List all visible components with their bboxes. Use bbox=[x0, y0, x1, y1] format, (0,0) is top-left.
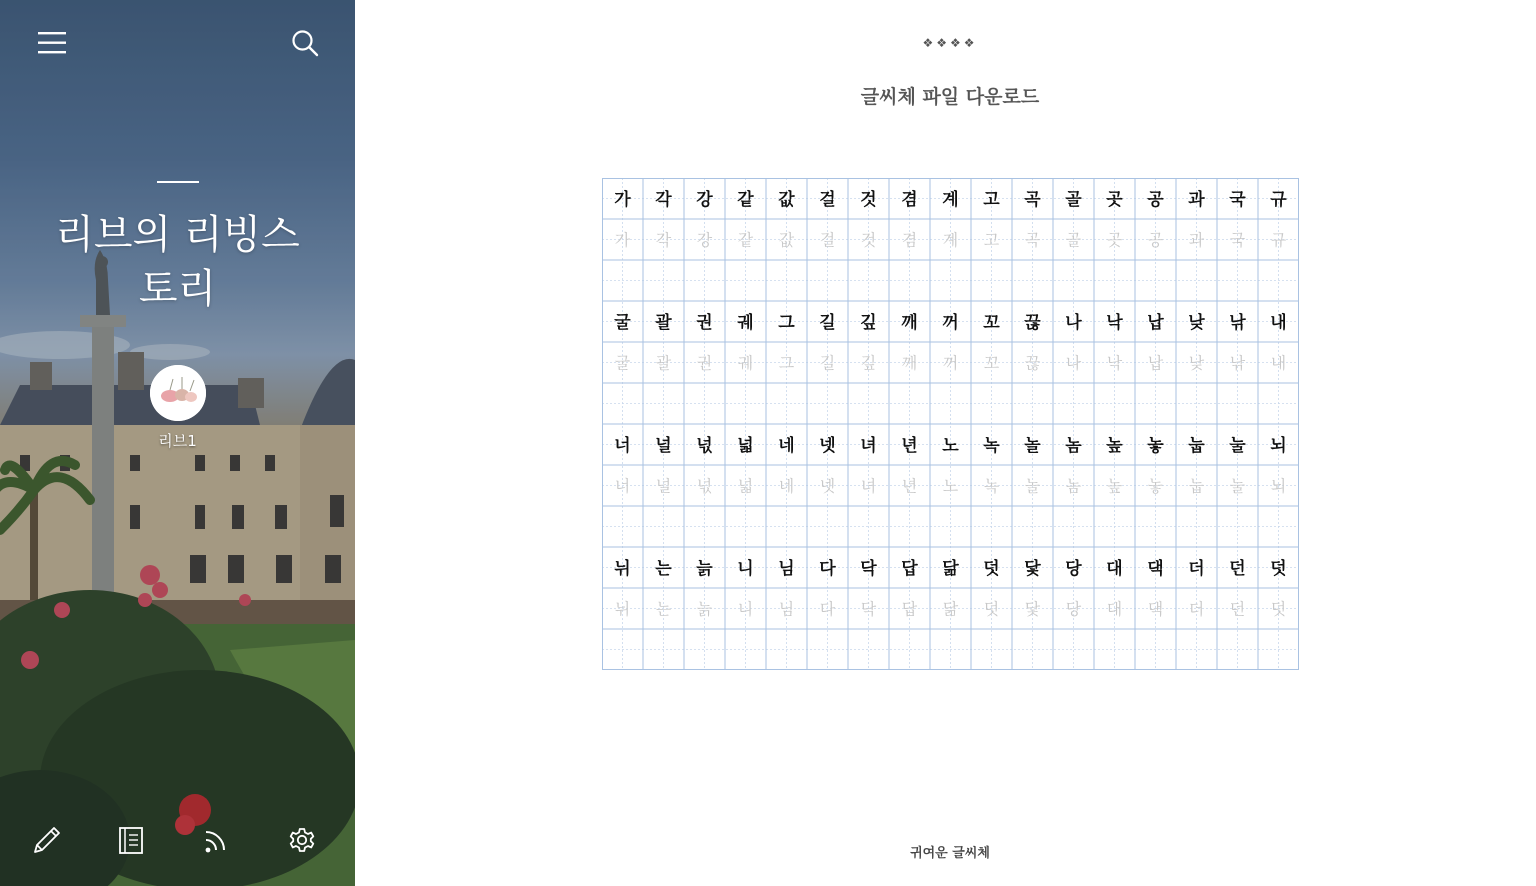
sample-glyph: 닮 bbox=[942, 559, 959, 579]
search-button[interactable] bbox=[290, 28, 320, 58]
tracing-glyph: 꼬 bbox=[983, 353, 1000, 373]
sample-glyph: 네 bbox=[778, 436, 795, 456]
tracing-glyph: 닮 bbox=[942, 599, 959, 619]
sample-glyph: 국 bbox=[1229, 190, 1246, 210]
tracing-glyph: 강 bbox=[696, 230, 713, 250]
tracing-glyph: 네 bbox=[778, 476, 795, 496]
tracing-glyph: 높 bbox=[1106, 476, 1123, 496]
sample-glyph: 고 bbox=[983, 190, 1000, 210]
sample-glyph: 나 bbox=[1065, 313, 1082, 333]
sample-glyph: 닻 bbox=[1024, 559, 1041, 579]
tracing-glyph: 넋 bbox=[696, 476, 713, 496]
sample-glyph: 넷 bbox=[819, 436, 836, 456]
sample-glyph: 끊 bbox=[1024, 313, 1041, 333]
sample-glyph: 눌 bbox=[1229, 436, 1246, 456]
sample-glyph: 곡 bbox=[1024, 190, 1041, 210]
tracing-glyph: 넓 bbox=[737, 476, 754, 496]
tracing-glyph: 나 bbox=[1065, 353, 1082, 373]
sample-glyph: 놓 bbox=[1147, 436, 1164, 456]
sample-glyph: 낙 bbox=[1106, 313, 1123, 333]
hamburger-menu-icon bbox=[36, 28, 68, 58]
post-content bbox=[355, 0, 1536, 886]
sample-glyph: 깊 bbox=[860, 313, 877, 333]
sample-glyph: 뇌 bbox=[1270, 436, 1287, 456]
sample-glyph: 계 bbox=[942, 190, 959, 210]
sample-glyph: 값 bbox=[778, 190, 795, 210]
tracing-glyph: 노 bbox=[942, 476, 959, 496]
tracing-glyph: 겸 bbox=[901, 230, 918, 250]
tracing-glyph: 깨 bbox=[901, 353, 918, 373]
tracing-glyph: 길 bbox=[819, 353, 836, 373]
tracing-glyph: 궤 bbox=[737, 353, 754, 373]
tracing-glyph: 놓 bbox=[1147, 476, 1164, 496]
tracing-glyph: 늙 bbox=[696, 599, 713, 619]
tracing-glyph: 그 bbox=[778, 353, 795, 373]
tracing-glyph: 뉘 bbox=[614, 599, 631, 619]
tracing-glyph: 댁 bbox=[1147, 599, 1164, 619]
tracing-glyph: 걸 bbox=[819, 230, 836, 250]
tracing-glyph: 내 bbox=[1270, 353, 1287, 373]
tracing-glyph: 각 bbox=[655, 230, 672, 250]
sample-glyph: 넓 bbox=[737, 436, 754, 456]
sample-glyph: 니 bbox=[737, 559, 754, 579]
tracing-glyph: 더 bbox=[1188, 599, 1205, 619]
sample-glyph: 뉘 bbox=[614, 559, 631, 579]
sample-glyph: 더 bbox=[1188, 559, 1205, 579]
sample-glyph: 놈 bbox=[1065, 436, 1082, 456]
sample-glyph: 굴 bbox=[614, 313, 631, 333]
tracing-glyph: 공 bbox=[1147, 230, 1164, 250]
sample-glyph: 는 bbox=[655, 559, 672, 579]
sample-glyph: 내 bbox=[1270, 313, 1287, 333]
tracing-glyph: 니 bbox=[737, 599, 754, 619]
tracing-glyph: 괄 bbox=[655, 353, 672, 373]
tracing-glyph: 덧 bbox=[1270, 599, 1287, 619]
handwriting-sample-sheet bbox=[602, 178, 1299, 670]
sample-glyph: 궤 bbox=[737, 313, 754, 333]
sidebar-bottom-toolbar bbox=[0, 822, 355, 862]
tracing-glyph: 던 bbox=[1229, 599, 1246, 619]
tracing-glyph: 가 bbox=[614, 230, 631, 250]
sample-glyph: 노 bbox=[942, 436, 959, 456]
tracing-glyph: 국 bbox=[1229, 230, 1246, 250]
sample-glyph: 골 bbox=[1065, 190, 1082, 210]
sample-glyph: 던 bbox=[1229, 559, 1246, 579]
sidebar bbox=[0, 0, 355, 886]
sample-glyph: 놀 bbox=[1024, 436, 1041, 456]
blog-title[interactable]: 리브의 리빙스 토리 bbox=[55, 212, 300, 312]
sample-glyph: 녀 bbox=[860, 436, 877, 456]
tracing-glyph: 눕 bbox=[1188, 476, 1205, 496]
sample-glyph: 권 bbox=[696, 313, 713, 333]
title-ornament: ❖❖❖❖ bbox=[922, 36, 978, 50]
tracing-glyph: 님 bbox=[778, 599, 795, 619]
sample-glyph: 길 bbox=[819, 313, 836, 333]
tracing-glyph: 골 bbox=[1065, 230, 1082, 250]
sample-glyph: 겸 bbox=[901, 190, 918, 210]
sample-glyph: 높 bbox=[1106, 436, 1123, 456]
tracing-glyph: 년 bbox=[901, 476, 918, 496]
tracing-glyph: 깊 bbox=[860, 353, 877, 373]
tracing-glyph: 낮 bbox=[1188, 353, 1205, 373]
sample-glyph: 늙 bbox=[696, 559, 713, 579]
rss-icon bbox=[200, 822, 232, 858]
sample-glyph: 그 bbox=[778, 313, 795, 333]
sample-glyph: 낚 bbox=[1229, 313, 1246, 333]
sample-glyph: 괄 bbox=[655, 313, 672, 333]
sample-glyph: 곳 bbox=[1106, 190, 1123, 210]
sample-glyph: 녹 bbox=[983, 436, 1000, 456]
tracing-glyph: 것 bbox=[860, 230, 877, 250]
sample-glyph: 너 bbox=[614, 436, 631, 456]
tracing-glyph: 놈 bbox=[1065, 476, 1082, 496]
sample-glyph: 님 bbox=[778, 559, 795, 579]
sample-glyph: 꼬 bbox=[983, 313, 1000, 333]
tracing-glyph: 다 bbox=[819, 599, 836, 619]
sample-glyph: 규 bbox=[1270, 190, 1287, 210]
tracing-glyph: 뇌 bbox=[1270, 476, 1287, 496]
pencil-icon bbox=[30, 822, 62, 858]
tracing-glyph: 권 bbox=[696, 353, 713, 373]
sample-glyph: 과 bbox=[1188, 190, 1205, 210]
sample-glyph: 널 bbox=[655, 436, 672, 456]
menu-button[interactable] bbox=[36, 28, 68, 58]
rss-button[interactable] bbox=[200, 822, 232, 858]
guestbook-button[interactable] bbox=[115, 822, 147, 858]
tracing-glyph: 는 bbox=[655, 599, 672, 619]
tracing-glyph: 대 bbox=[1106, 599, 1123, 619]
sample-glyph: 넋 bbox=[696, 436, 713, 456]
sample-glyph: 다 bbox=[819, 559, 836, 579]
sample-glyph: 같 bbox=[737, 190, 754, 210]
tracing-glyph: 눌 bbox=[1229, 476, 1246, 496]
tracing-glyph: 곳 bbox=[1106, 230, 1123, 250]
tracing-glyph: 꺼 bbox=[942, 353, 959, 373]
tracing-glyph: 닻 bbox=[1024, 599, 1041, 619]
settings-button[interactable] bbox=[286, 822, 318, 858]
tracing-glyph: 납 bbox=[1147, 353, 1164, 373]
tracing-glyph: 덧 bbox=[983, 599, 1000, 619]
tracing-glyph: 곡 bbox=[1024, 230, 1041, 250]
tracing-glyph: 답 bbox=[901, 599, 918, 619]
write-button[interactable] bbox=[30, 822, 62, 858]
image-caption: 귀여운 글씨체 bbox=[910, 846, 990, 861]
tracing-glyph: 널 bbox=[655, 476, 672, 496]
tracing-glyph: 녀 bbox=[860, 476, 877, 496]
owner-name: 리브1 bbox=[158, 432, 197, 450]
sample-glyph: 눕 bbox=[1188, 436, 1205, 456]
title-divider bbox=[157, 181, 199, 183]
search-icon bbox=[290, 28, 320, 58]
sample-glyph: 꺼 bbox=[942, 313, 959, 333]
sample-glyph: 걸 bbox=[819, 190, 836, 210]
avatar-flower-image bbox=[150, 365, 206, 421]
sample-glyph: 덧 bbox=[1270, 559, 1287, 579]
sample-glyph: 공 bbox=[1147, 190, 1164, 210]
tracing-glyph: 굴 bbox=[614, 353, 631, 373]
sample-glyph: 것 bbox=[860, 190, 877, 210]
tracing-glyph: 녹 bbox=[983, 476, 1000, 496]
sample-glyph: 대 bbox=[1106, 559, 1123, 579]
tracing-glyph: 놀 bbox=[1024, 476, 1041, 496]
tracing-glyph: 너 bbox=[614, 476, 631, 496]
gear-icon bbox=[286, 822, 318, 858]
sample-glyph: 당 bbox=[1065, 559, 1082, 579]
tracing-glyph: 낙 bbox=[1106, 353, 1123, 373]
tracing-glyph: 같 bbox=[737, 230, 754, 250]
sample-glyph: 낮 bbox=[1188, 313, 1205, 333]
tracing-glyph: 과 bbox=[1188, 230, 1205, 250]
tracing-glyph: 낚 bbox=[1229, 353, 1246, 373]
sample-glyph: 각 bbox=[655, 190, 672, 210]
tracing-glyph: 끊 bbox=[1024, 353, 1041, 373]
tracing-glyph: 넷 bbox=[819, 476, 836, 496]
tracing-glyph: 닥 bbox=[860, 599, 877, 619]
post-title[interactable]: 글씨체 파일 다운로드 bbox=[860, 86, 1040, 108]
tracing-glyph: 값 bbox=[778, 230, 795, 250]
tracing-glyph: 규 bbox=[1270, 230, 1287, 250]
avatar[interactable] bbox=[150, 365, 206, 421]
sample-glyph: 깨 bbox=[901, 313, 918, 333]
sample-glyph: 가 bbox=[614, 190, 631, 210]
tracing-glyph: 고 bbox=[983, 230, 1000, 250]
sample-glyph: 강 bbox=[696, 190, 713, 210]
sample-glyph: 답 bbox=[901, 559, 918, 579]
notebook-icon bbox=[115, 822, 147, 858]
sample-glyph: 댁 bbox=[1147, 559, 1164, 579]
sample-glyph: 덧 bbox=[983, 559, 1000, 579]
tracing-glyph: 당 bbox=[1065, 599, 1082, 619]
sample-glyph: 닥 bbox=[860, 559, 877, 579]
sample-glyph: 납 bbox=[1147, 313, 1164, 333]
sample-glyph: 년 bbox=[901, 436, 918, 456]
tracing-glyph: 계 bbox=[942, 230, 959, 250]
